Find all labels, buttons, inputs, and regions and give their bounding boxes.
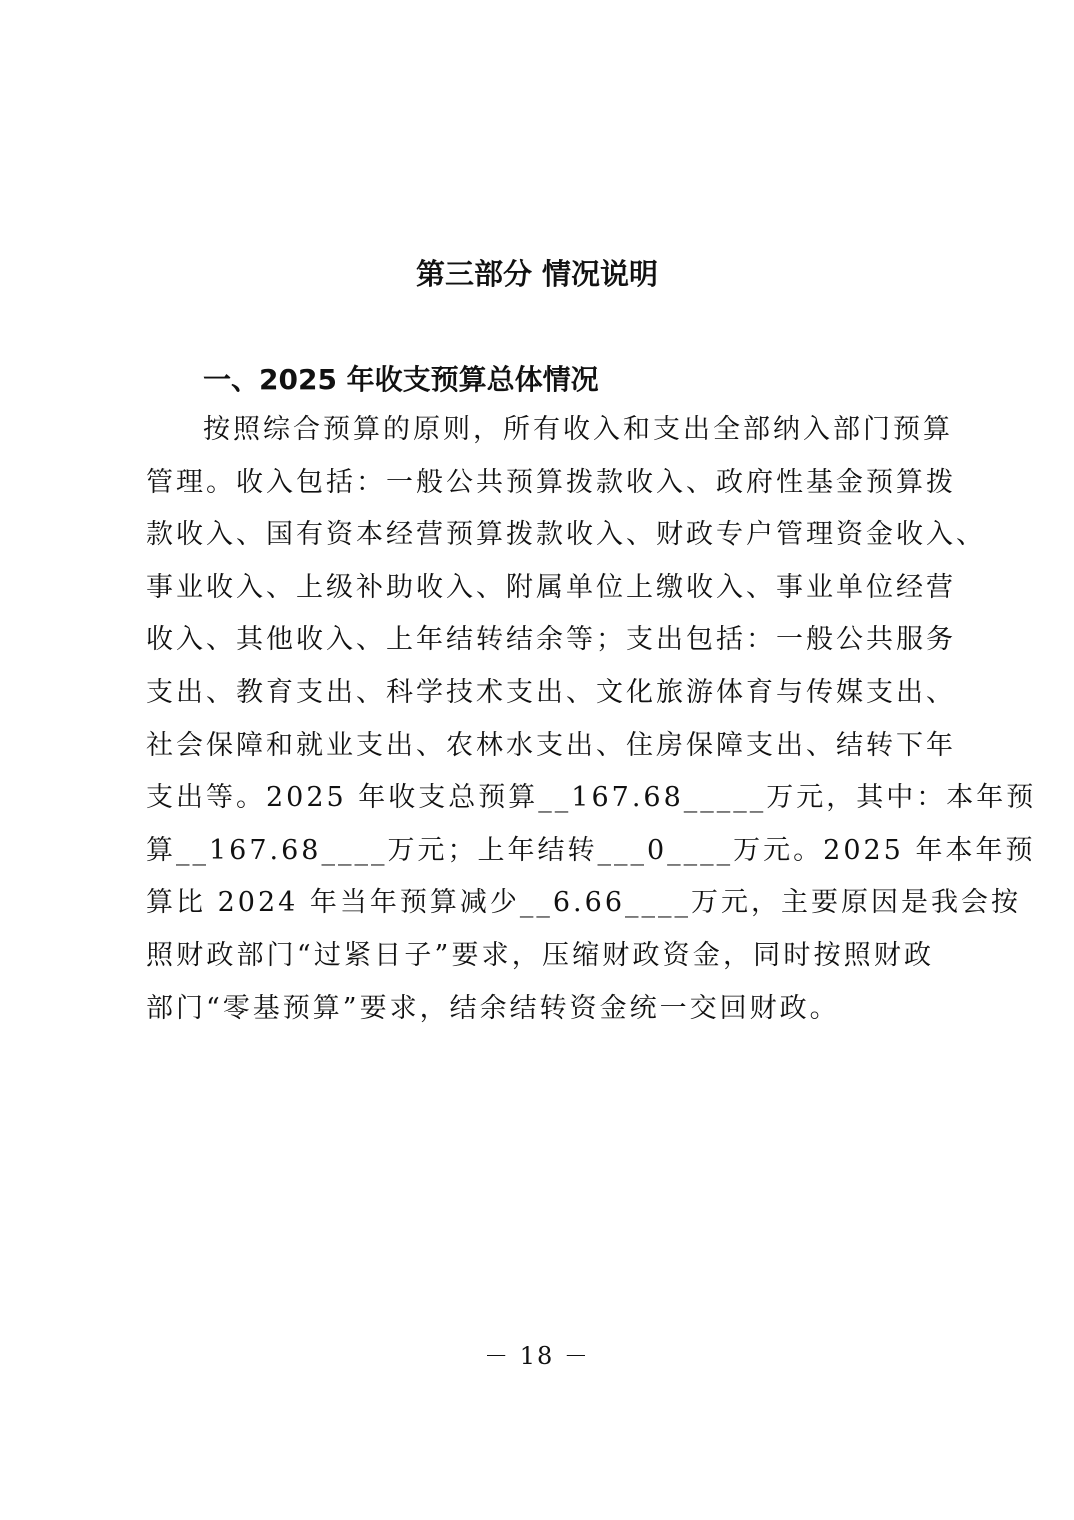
paragraph-line: 算比 2024 年当年预算减少__6.66____万元，主要原因是我会按 (146, 887, 1021, 919)
paragraph-line: 按照综合预算的原则，所有收入和支出全部纳入部门预算 (203, 414, 953, 445)
paragraph-line: 事业收入、上级补助收入、附属单位上缴收入、事业单位经营 (146, 571, 956, 603)
paragraph-line: 支出等。2025 年收支总预算__167.68_____万元，其中：本年预 (146, 782, 1037, 814)
paragraph-line: 社会保障和就业支出、农林水支出、住房保障支出、结转下年 (146, 729, 956, 761)
paragraph-line: 算__167.68____万元；上年结转___0____万元。2025 年本年预 (146, 834, 1036, 866)
section-heading: 一、2025 年收支预算总体情况 (203, 363, 599, 396)
part-title: 第三部分 情况说明 (415, 257, 659, 291)
paragraph-line: 收入、其他收入、上年结转结余等；支出包括：一般公共服务 (146, 624, 956, 656)
paragraph-line: 支出、教育支出、科学技术支出、文化旅游体育与传媒支出、 (146, 676, 956, 708)
page-number: － 18 － (484, 1342, 590, 1370)
paragraph-line: 管理。收入包括：一般公共预算拨款收入、政府性基金预算拨 (146, 466, 956, 498)
paragraph-line: 部门“零基预算”要求，结余结转资金统一交回财政。 (146, 992, 840, 1024)
body-paragraph (146, 404, 1037, 1035)
paragraph-line: 款收入、国有资本经营预算拨款收入、财政专户管理资金收入、 (146, 519, 986, 551)
paragraph-line: 照财政部门“过紧日子”要求，压缩财政资金，同时按照财政 (146, 939, 934, 971)
